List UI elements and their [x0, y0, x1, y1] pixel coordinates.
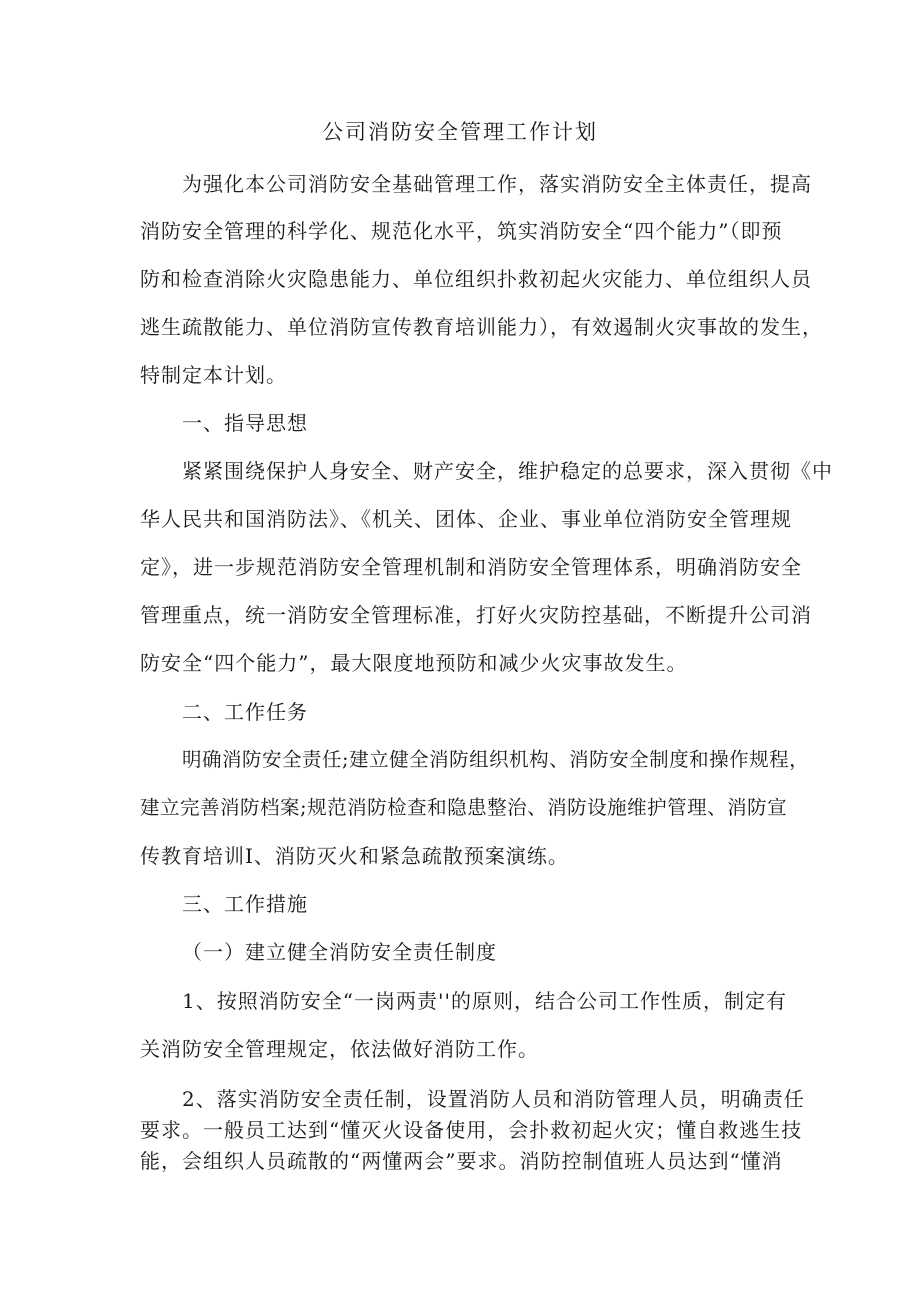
intro-line: 为强化本公司消防安全基础管理工作，落实消防安全主体责任，提高	[182, 172, 812, 196]
section1-line: 华人民共和国消防法》、《机关、团体、企业、事业单位消防安全管理规	[140, 507, 792, 531]
section1-line: 防安全“四个能力”，最大限度地预防和减少火灾事故发生。	[140, 651, 688, 675]
section2-line: 建立完善消防档案;规范消防检查和隐患整治、消防设施维护管理、消防宣	[140, 796, 788, 819]
section-heading-guiding-ideology: 一、指导思想	[182, 411, 308, 435]
intro-line: 特制定本计划。	[140, 363, 287, 387]
item2-line: 要求。一般员工达到“懂灭火设备使用，会扑救初起火灾；懂自救逃生技	[140, 1118, 803, 1142]
item2-line: 能，会组织人员疏散的“两懂两会”要求。消防控制值班人员达到“懂消	[140, 1149, 783, 1173]
subsection-heading-responsibility-system: （一）建立健全消防安全责任制度	[182, 940, 497, 964]
intro-line: 防和检查消除火灾隐患能力、单位组织扑救初起火灾能力、单位组织人员	[140, 267, 812, 291]
intro-line: 逃生疏散能力、单位消防宣传教育培训能力），有效遏制火灾事故的发生，	[140, 315, 823, 339]
item1-line: 关消防安全管理规定，依法做好消防工作。	[140, 1037, 539, 1061]
section-heading-work-tasks: 二、工作任务	[182, 700, 308, 724]
section2-line: 传教育培训I、消防灭火和紧急疏散预案演练。	[140, 844, 569, 868]
section1-line: 定》，进一步规范消防安全管理机制和消防安全管理体系，明确消防安全	[140, 555, 802, 579]
section1-line: 管理重点，统一消防安全管理标准，打好火灾防控基础，不断提升公司消	[140, 603, 812, 627]
item2-line: 2、落实消防安全责任制，设置消防人员和消防管理人员，明确责任	[182, 1087, 805, 1111]
intro-line: 消防安全管理的科学化、规范化水平，筑实消防安全“四个能力”（即预	[140, 219, 783, 243]
document-title: 公司消防安全管理工作计划	[322, 120, 598, 144]
item1-line: 1、按照消防安全“一岗两责''的原则，结合公司工作性质，制定有	[182, 989, 787, 1013]
section1-line: 紧紧围绕保护人身安全、财产安全，维护稳定的总要求，深入贯彻《中	[182, 459, 833, 483]
section-heading-work-measures: 三、工作措施	[182, 892, 308, 916]
section2-line: 明确消防安全责任;建立健全消防组织机构、消防安全制度和操作规程，	[182, 748, 810, 771]
